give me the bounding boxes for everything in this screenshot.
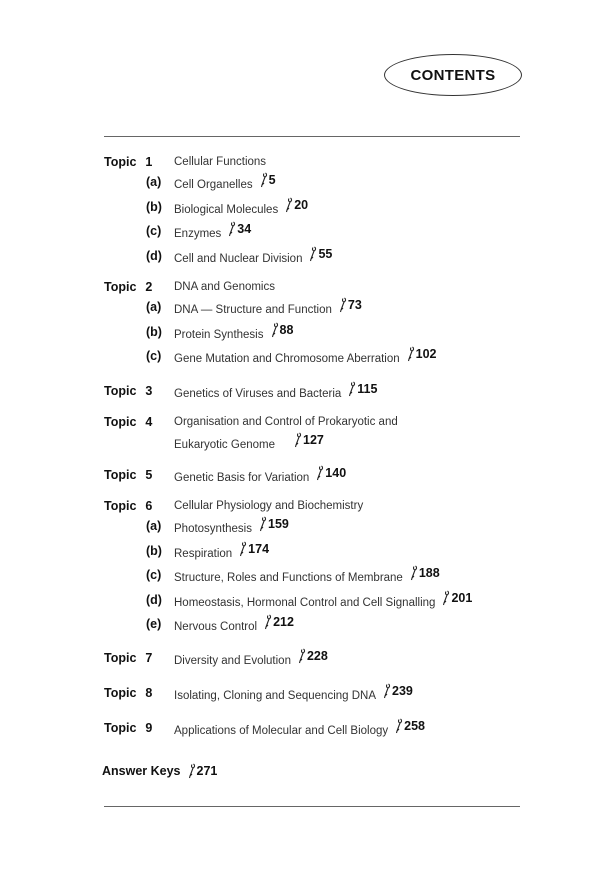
page-ref bbox=[284, 197, 308, 213]
subtopic-title bbox=[174, 516, 289, 536]
page-number: 239 bbox=[392, 684, 413, 698]
subtopic-title-text: Enzymes bbox=[174, 228, 222, 240]
topic-number: 9 bbox=[145, 721, 153, 735]
topic-number: 6 bbox=[145, 499, 153, 513]
topic-title bbox=[174, 648, 328, 668]
topic-word: Topic bbox=[104, 155, 137, 169]
topic-title-text: DNA and Genomics bbox=[174, 281, 275, 293]
topic-title bbox=[174, 683, 413, 703]
subtopic-title bbox=[174, 565, 440, 585]
page-ref bbox=[297, 648, 328, 664]
topic-number: 7 bbox=[145, 651, 153, 665]
subtopic-title bbox=[174, 246, 332, 266]
pen-nib-icon bbox=[293, 432, 302, 448]
subtopic-letter: (b) bbox=[146, 199, 162, 214]
subtopic-title-text: Protein Synthesis bbox=[174, 328, 264, 341]
page-number: 5 bbox=[268, 173, 276, 187]
contents-title: CONTENTS bbox=[384, 54, 522, 96]
pen-nib-icon bbox=[259, 172, 268, 188]
topic-title bbox=[174, 381, 377, 401]
pen-nib-icon bbox=[382, 683, 391, 699]
page-number: 127 bbox=[303, 433, 324, 447]
subtopic-letter: (d) bbox=[146, 592, 162, 607]
topic-word: Topic bbox=[104, 499, 137, 513]
page-ref bbox=[347, 381, 377, 397]
pen-nib-icon bbox=[441, 590, 450, 606]
pen-nib-icon bbox=[258, 516, 267, 532]
page-number: 88 bbox=[279, 322, 294, 337]
topic-title-text: Cellular Physiology and Biochemistry bbox=[174, 500, 364, 512]
pen-nib-icon bbox=[315, 465, 324, 481]
topic-title-text: Organisation and Control of Prokaryotic and bbox=[174, 416, 398, 428]
page-number: 115 bbox=[357, 382, 378, 396]
subtopic-title-text: Homeostasis, Hormonal Control and Cell Signalling bbox=[174, 596, 436, 609]
page-number: 102 bbox=[415, 347, 437, 361]
pen-nib-icon bbox=[394, 718, 403, 734]
bottom-divider bbox=[104, 806, 520, 807]
page-ref bbox=[441, 590, 472, 606]
page-number: 271 bbox=[196, 764, 218, 778]
topic-word: Topic bbox=[104, 415, 137, 429]
subtopic-title-text: Cell and Nuclear Division bbox=[174, 252, 303, 265]
pen-nib-icon bbox=[409, 565, 418, 581]
topic-word: Topic bbox=[104, 468, 137, 482]
subtopic-title bbox=[174, 322, 293, 342]
subtopic-title bbox=[174, 297, 362, 317]
pen-nib-icon bbox=[338, 297, 347, 313]
page-ref bbox=[315, 465, 346, 481]
subtopic-title-text: Cell Organelles bbox=[174, 179, 253, 191]
page-ref bbox=[263, 614, 294, 630]
topic-number: 3 bbox=[145, 384, 153, 398]
topic-number: 4 bbox=[145, 415, 153, 429]
subtopic-letter: (c) bbox=[146, 568, 162, 582]
topic-label bbox=[104, 468, 152, 482]
topic-number: 5 bbox=[145, 468, 153, 482]
topic-word: Topic bbox=[104, 721, 137, 735]
page-number: 258 bbox=[404, 719, 426, 733]
pen-nib-icon bbox=[187, 763, 196, 779]
topic-title-text: Cellular Functions bbox=[174, 156, 267, 168]
topic-label bbox=[104, 155, 152, 169]
topic-number: 1 bbox=[145, 155, 153, 169]
page-ref bbox=[308, 246, 332, 262]
topic-word: Topic bbox=[104, 686, 137, 700]
page-number: 228 bbox=[306, 649, 328, 663]
topic-title2-text: Eukaryotic Genome bbox=[174, 439, 275, 451]
subtopic-title-text: Biological Molecules bbox=[174, 203, 279, 216]
subtopic-title-text: Nervous Control bbox=[174, 621, 258, 633]
pen-nib-icon bbox=[238, 541, 247, 557]
page-ref bbox=[238, 541, 269, 557]
subtopic-letter: (b) bbox=[146, 324, 162, 339]
subtopic-title-text: Photosynthesis bbox=[174, 523, 252, 535]
topic-title-text: Isolating, Cloning and Sequencing DNA bbox=[174, 690, 377, 702]
subtopic-title bbox=[174, 346, 437, 366]
page-ref bbox=[187, 763, 218, 779]
topic-number: 2 bbox=[145, 280, 153, 294]
pen-nib-icon bbox=[263, 614, 272, 630]
page-ref bbox=[227, 221, 251, 237]
pen-nib-icon bbox=[308, 246, 317, 262]
page-ref bbox=[409, 565, 440, 581]
topic-title bbox=[174, 280, 275, 294]
subtopic-letter: (a) bbox=[146, 519, 162, 533]
topic-title-line2 bbox=[174, 432, 324, 452]
page-number: 159 bbox=[268, 517, 289, 531]
subtopic-title bbox=[174, 614, 294, 634]
topic-label bbox=[104, 415, 152, 429]
topic-label bbox=[104, 280, 152, 294]
topic-label bbox=[104, 686, 152, 700]
page-number: 212 bbox=[273, 615, 294, 629]
page-number: 20 bbox=[294, 197, 309, 212]
subtopic-letter: (c) bbox=[146, 349, 162, 363]
topic-title bbox=[174, 155, 266, 169]
page-number: 140 bbox=[325, 466, 347, 480]
topic-title-text: Genetic Basis for Variation bbox=[174, 472, 310, 484]
topic-number: 8 bbox=[145, 686, 153, 700]
subtopic-letter: (d) bbox=[146, 248, 162, 263]
topic-label bbox=[104, 721, 152, 735]
topic-title bbox=[174, 465, 346, 485]
page-ref bbox=[258, 516, 289, 532]
topic-title-text: Applications of Molecular and Cell Biology bbox=[174, 725, 389, 737]
page-ref bbox=[394, 718, 425, 734]
topic-label bbox=[104, 651, 152, 665]
page-ref bbox=[293, 432, 324, 448]
subtopic-title bbox=[174, 590, 472, 610]
page-number: 73 bbox=[347, 298, 362, 312]
pen-nib-icon bbox=[347, 381, 356, 397]
pen-nib-icon bbox=[406, 346, 415, 362]
subtopic-letter: (a) bbox=[146, 175, 162, 189]
subtopic-letter: (c) bbox=[146, 224, 162, 238]
top-divider bbox=[104, 136, 520, 137]
page-ref bbox=[270, 322, 294, 338]
subtopic-title bbox=[174, 172, 276, 192]
answer-keys-row bbox=[102, 763, 217, 779]
subtopic-title-text: Respiration bbox=[174, 547, 233, 560]
pen-nib-icon bbox=[284, 197, 293, 213]
subtopic-letter: (b) bbox=[146, 543, 162, 558]
pen-nib-icon bbox=[227, 221, 236, 237]
page-ref bbox=[406, 346, 437, 362]
topic-title bbox=[174, 415, 398, 429]
topic-label bbox=[104, 499, 152, 513]
topic-word: Topic bbox=[104, 280, 137, 294]
page-ref bbox=[259, 172, 276, 188]
pen-nib-icon bbox=[297, 648, 306, 664]
topic-word: Topic bbox=[104, 384, 137, 398]
pen-nib-icon bbox=[270, 322, 279, 338]
topic-title-text: Genetics of Viruses and Bacteria bbox=[174, 388, 342, 400]
topic-title bbox=[174, 718, 425, 738]
subtopic-title-text: Structure, Roles and Functions of Membrane bbox=[174, 572, 403, 584]
topic-word: Topic bbox=[104, 651, 137, 665]
answer-keys-label: Answer Keys bbox=[102, 764, 181, 778]
subtopic-title-text: DNA — Structure and Function bbox=[174, 304, 332, 316]
subtopic-letter: (a) bbox=[146, 300, 162, 314]
subtopic-title-text: Gene Mutation and Chromosome Aberration bbox=[174, 353, 400, 365]
topic-title-text: Diversity and Evolution bbox=[174, 655, 291, 667]
page-number: 174 bbox=[248, 541, 270, 556]
page-number: 34 bbox=[237, 222, 252, 236]
page-ref bbox=[338, 297, 362, 313]
topic-title bbox=[174, 499, 363, 513]
page-number: 55 bbox=[318, 246, 333, 261]
subtopic-letter: (e) bbox=[146, 617, 162, 631]
topic-label bbox=[104, 384, 152, 398]
subtopic-title bbox=[174, 541, 269, 561]
page-ref bbox=[382, 683, 413, 699]
page-number: 201 bbox=[451, 590, 473, 605]
subtopic-title bbox=[174, 197, 308, 217]
page-number: 188 bbox=[418, 566, 440, 580]
subtopic-title bbox=[174, 221, 251, 241]
